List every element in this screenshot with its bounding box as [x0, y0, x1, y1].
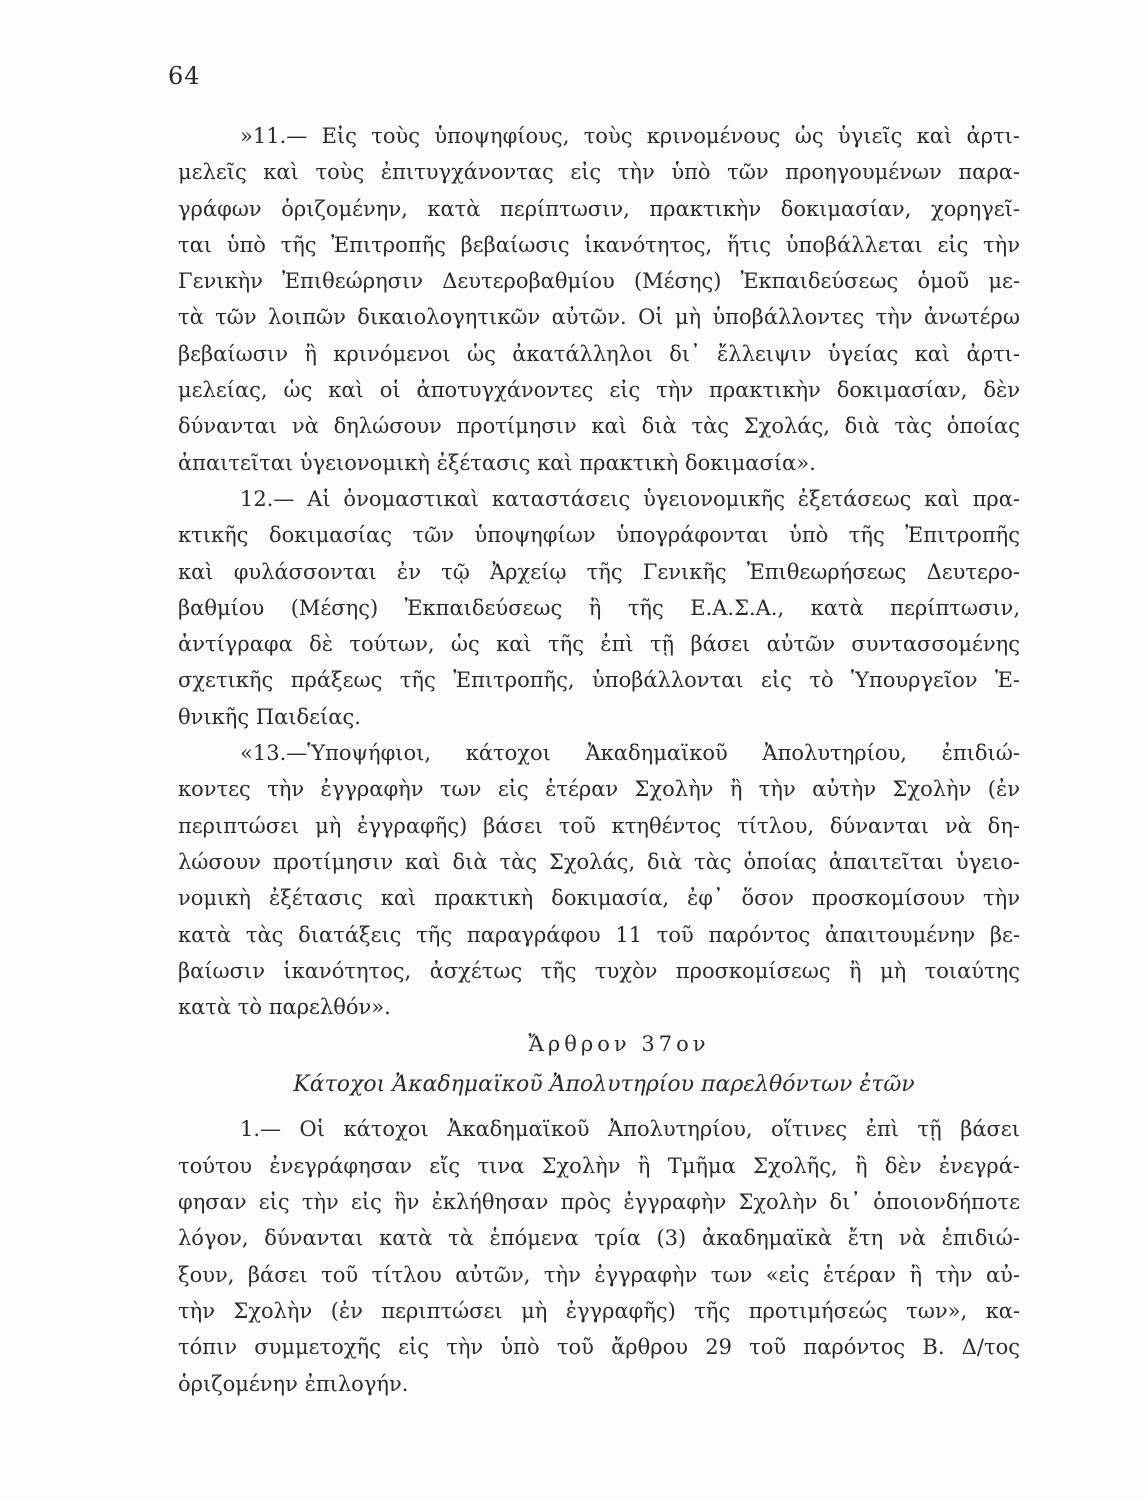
text-line: βαθμίου (Μέσης) Ἐκπαιδεύσεως ἢ τῆς Ε.Α.Σ.Α., κατὰ περίπτωσιν,: [178, 595, 1020, 620]
text-line: νομικὴ ἐξέτασις καὶ πρακτικὴ δοκιμασία, ἐφ᾿ ὅσον προσκομίσουν τὴν: [178, 886, 1020, 911]
text-line: 12.— Αἱ ὀνομαστικαὶ καταστάσεις ὑγειονομικῆς ἐξετάσεως καὶ πρα-: [240, 486, 1020, 511]
paragraph-13: [178, 735, 1020, 1025]
text-line: »11.— Εἰς τοὺς ὑποψηφίους, τοὺς κρινομένους ὡς ὑγιεῖς καὶ ἀρτι-: [240, 124, 1020, 148]
text-line: καὶ φυλάσσονται ἐν τῷ Ἀρχείῳ τῆς Γενικῆς Ἐπιθεωρήσεως Δευτερο-: [178, 559, 1020, 584]
text-line: ξουν, βάσει τοῦ τίτλου αὐτῶν, τὴν ἐγγραφὴν των «εἰς ἑτέραν ἢ τὴν αὐ-: [178, 1262, 1020, 1287]
text-line: ἀπαιτεῖται ὑγειονομικὴ ἐξέτασις καὶ πρακτικὴ δοκιμασία».: [178, 450, 816, 475]
text-line: λόγον, δύνανται κατὰ τὰ ἑπόμενα τρία (3) ἀκαδημαϊκὰ ἔτη νὰ ἐπιδιώ-: [178, 1226, 1020, 1251]
text-line: κατὰ τὰς διατάξεις τῆς παραγράφου 11 τοῦ παρόντος ἀπαιτουμένην βε-: [178, 922, 1020, 947]
text-line: τούτου ἐνεγράφησαν εἴς τινα Σχολὴν ἢ Τμῆμα Σχολῆς, ἢ δὲν ἐνεγρά-: [178, 1153, 1020, 1178]
text-line: δύνανται νὰ δηλώσουν προτίμησιν καὶ διὰ τὰς Σχολάς, διὰ τὰς ὁποίας: [178, 414, 1020, 439]
text-line: 1.— Οἱ κάτοχοι Ἀκαδημαϊκοῦ Ἀπολυτηρίου, οἵτινες ἐπὶ τῇ βάσει: [240, 1117, 1020, 1142]
text-line: μελεῖς καὶ τοὺς ἐπιτυγχάνοντας εἰς τὴν ὑπὸ τῶν προηγουμένων παρα-: [178, 160, 1020, 185]
text-line: φησαν εἰς τὴν εἰς ἣν ἐκλήθησαν πρὸς ἐγγραφὴν Σχολὴν δι᾿ ὁποιονδήποτε: [178, 1190, 1020, 1215]
text-line: θνικῆς Παιδείας.: [178, 704, 361, 729]
text-line: Γενικὴν Ἐπιθεώρησιν Δευτεροβαθμίου (Μέσης) Ἐκπαιδεύσεως ὁμοῦ με-: [178, 269, 1020, 294]
text-line: «13.—Ὑποψήφιοι, κάτοχοι Ἀκαδημαϊκοῦ Ἀπολυτηρίου, ἐπιδιώ-: [240, 741, 1020, 766]
text-line: τὴν Σχολὴν (ἐν περιπτώσει μὴ ἐγγραφῆς) τῆς προτιμήσεώς των», κα-: [178, 1298, 1020, 1323]
text-line: ἀντίγραφα δὲ τούτων, ὡς καὶ τῆς ἐπὶ τῇ βάσει αὐτῶν συντασσομένης: [178, 632, 1020, 657]
text-line: ται ὑπὸ τῆς Ἐπιτροπῆς βεβαίωσις ἱκανότητος, ἥτις ὑποβάλλεται εἰς τὴν: [178, 232, 1020, 257]
body-text: [178, 118, 1020, 1402]
text-line: βαίωσιν ἱκανότητος, ἀσχέτως τῆς τυχὸν προσκομίσεως ἢ μὴ τοιαύτης: [178, 958, 1020, 983]
text-line: κατὰ τὸ παρελθόν».: [178, 995, 391, 1020]
text-line: γράφων ὁριζομένην, κατὰ περίπτωσιν, πρακτικὴν δοκιμασίαν, χορηγεῖ-: [178, 196, 1020, 221]
text-line: βεβαίωσιν ἢ κρινόμενοι ὡς ἀκατάλληλοι δι᾿ ἔλλειψιν ὑγείας καὶ ἀρτι-: [178, 341, 1020, 366]
article-paragraph-1: [178, 1111, 1020, 1401]
text-line: τόπιν συμμετοχῆς εἰς τὴν ὑπὸ τοῦ ἄρθρου 29 τοῦ παρόντος Β. Δ/τος: [178, 1335, 1020, 1360]
page-number: 64: [168, 62, 201, 90]
text-line: λώσουν προτίμησιν καὶ διὰ τὰς Σχολάς, διὰ τὰς ὁποίας ἀπαιτεῖται ὑγειο-: [178, 849, 1020, 874]
text-line: περιπτώσει μὴ ἐγγραφῆς) βάσει τοῦ κτηθέντος τίτλου, δύνανται νὰ δη-: [178, 813, 1020, 838]
article-heading: Ἄρθρον 37ον: [528, 1032, 710, 1057]
article-title: Κάτοχοι Ἀκαδημαϊκοῦ Ἀπολυτηρίου παρελθόντων ἐτῶν: [293, 1072, 915, 1098]
paragraph-12: [178, 481, 1020, 735]
text-line: σχετικῆς πράξεως τῆς Ἐπιτροπῆς, ὑποβάλλονται εἰς τὸ Ὑπουργεῖον Ἐ-: [178, 668, 1020, 693]
text-line: ὁριζομένην ἐπιλογήν.: [178, 1371, 409, 1396]
text-line: κτικῆς δοκιμασίας τῶν ὑποψηφίων ὑπογράφονται ὑπὸ τῆς Ἐπιτροπῆς: [178, 523, 1020, 548]
text-line: μελείας, ὡς καὶ οἱ ἀποτυγχάνοντες εἰς τὴν πρακτικὴν δοκιμασίαν, δὲν: [178, 378, 1020, 403]
paragraph-11: [178, 118, 1020, 481]
text-line: τὰ τῶν λοιπῶν δικαιολογητικῶν αὐτῶν. Οἱ μὴ ὑποβάλλοντες τὴν ἀνωτέρω: [178, 305, 1020, 330]
text-line: κοντες τὴν ἐγγραφὴν των εἰς ἑτέραν Σχολὴν ἢ τὴν αὐτὴν Σχολὴν (ἐν: [178, 777, 1020, 802]
